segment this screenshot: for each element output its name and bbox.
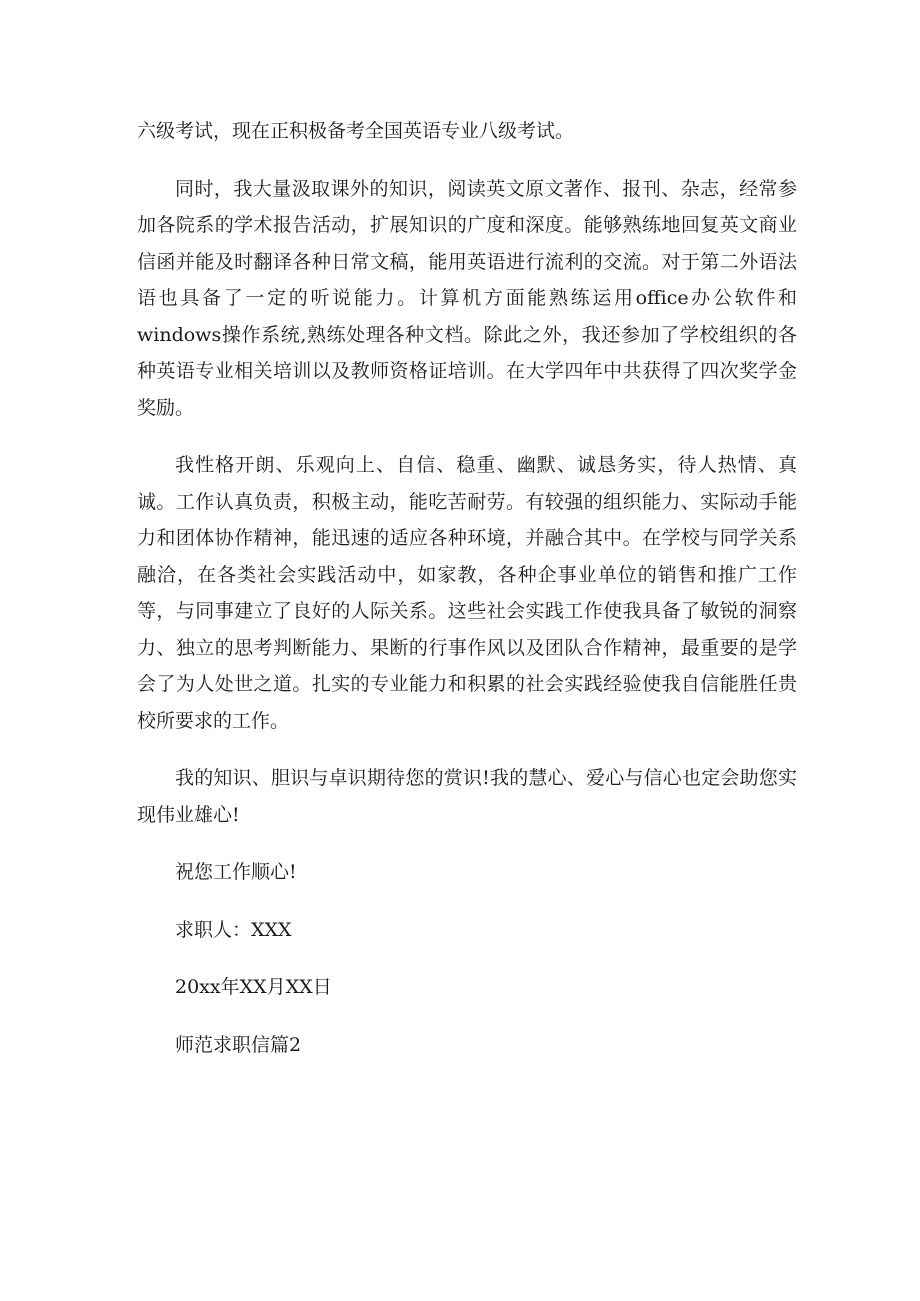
letter-body <box>137 113 797 1063</box>
closing-line: 祝您工作顺心! <box>175 861 297 883</box>
paragraph-personality: 我性格开朗、乐观向上、自信、稳重、幽默、诚恳务实，待人热情、真诚。工作认真负责，积极主动，能吃苦耐劳。有较强的组织能力、实际动手能力和团体协作精神，能迅速的适应各种环境，并融合其中。在学校与同学关系融洽，在各类社会实践活动中，如家教，各种企事业单位的销售和推广工作等，与同事建立了良好的人际关系。这些社会实践工作使我具备了敏锐的洞察力、独立的思考判断能力、果断的行事作风以及团队合作精神，最重要的是学会了为人处世之道。扎实的专业能力和积累的社会实践经验使我自信能胜任贵校所要求的工作。 <box>137 454 797 732</box>
paragraph-continuation: 六级考试，现在正积极备考全国英语专业八级考试。 <box>137 120 575 142</box>
letter-date: 20xx年XX月XX日 <box>175 976 332 998</box>
paragraph-expectation: 我的知识、胆识与卓识期待您的赏识!我的慧心、爱心与信心也定会助您实现伟业雄心! <box>137 767 797 826</box>
next-section-title: 师范求职信篇2 <box>175 1033 302 1056</box>
applicant-signature: 求职人：XXX <box>175 918 292 941</box>
paragraph-skills: 同时，我大量汲取课外的知识，阅读英文原文著作、报刊、杂志，经常参加各院系的学术报告活动，扩展知识的广度和深度。能够熟练地回复英文商业信函并能及时翻译各种日常文稿，能用英语进行流利的交流。对于第二外语法语也具备了一定的听说能力。计算机方面能熟练运用office办公软件和windows操作系统,熟练处理各种文档。除此之外，我还参加了学校组织的各种英语专业相关培训以及教师资格证培训。在大学四年中共获得了四次奖学金奖励。 <box>137 177 797 419</box>
